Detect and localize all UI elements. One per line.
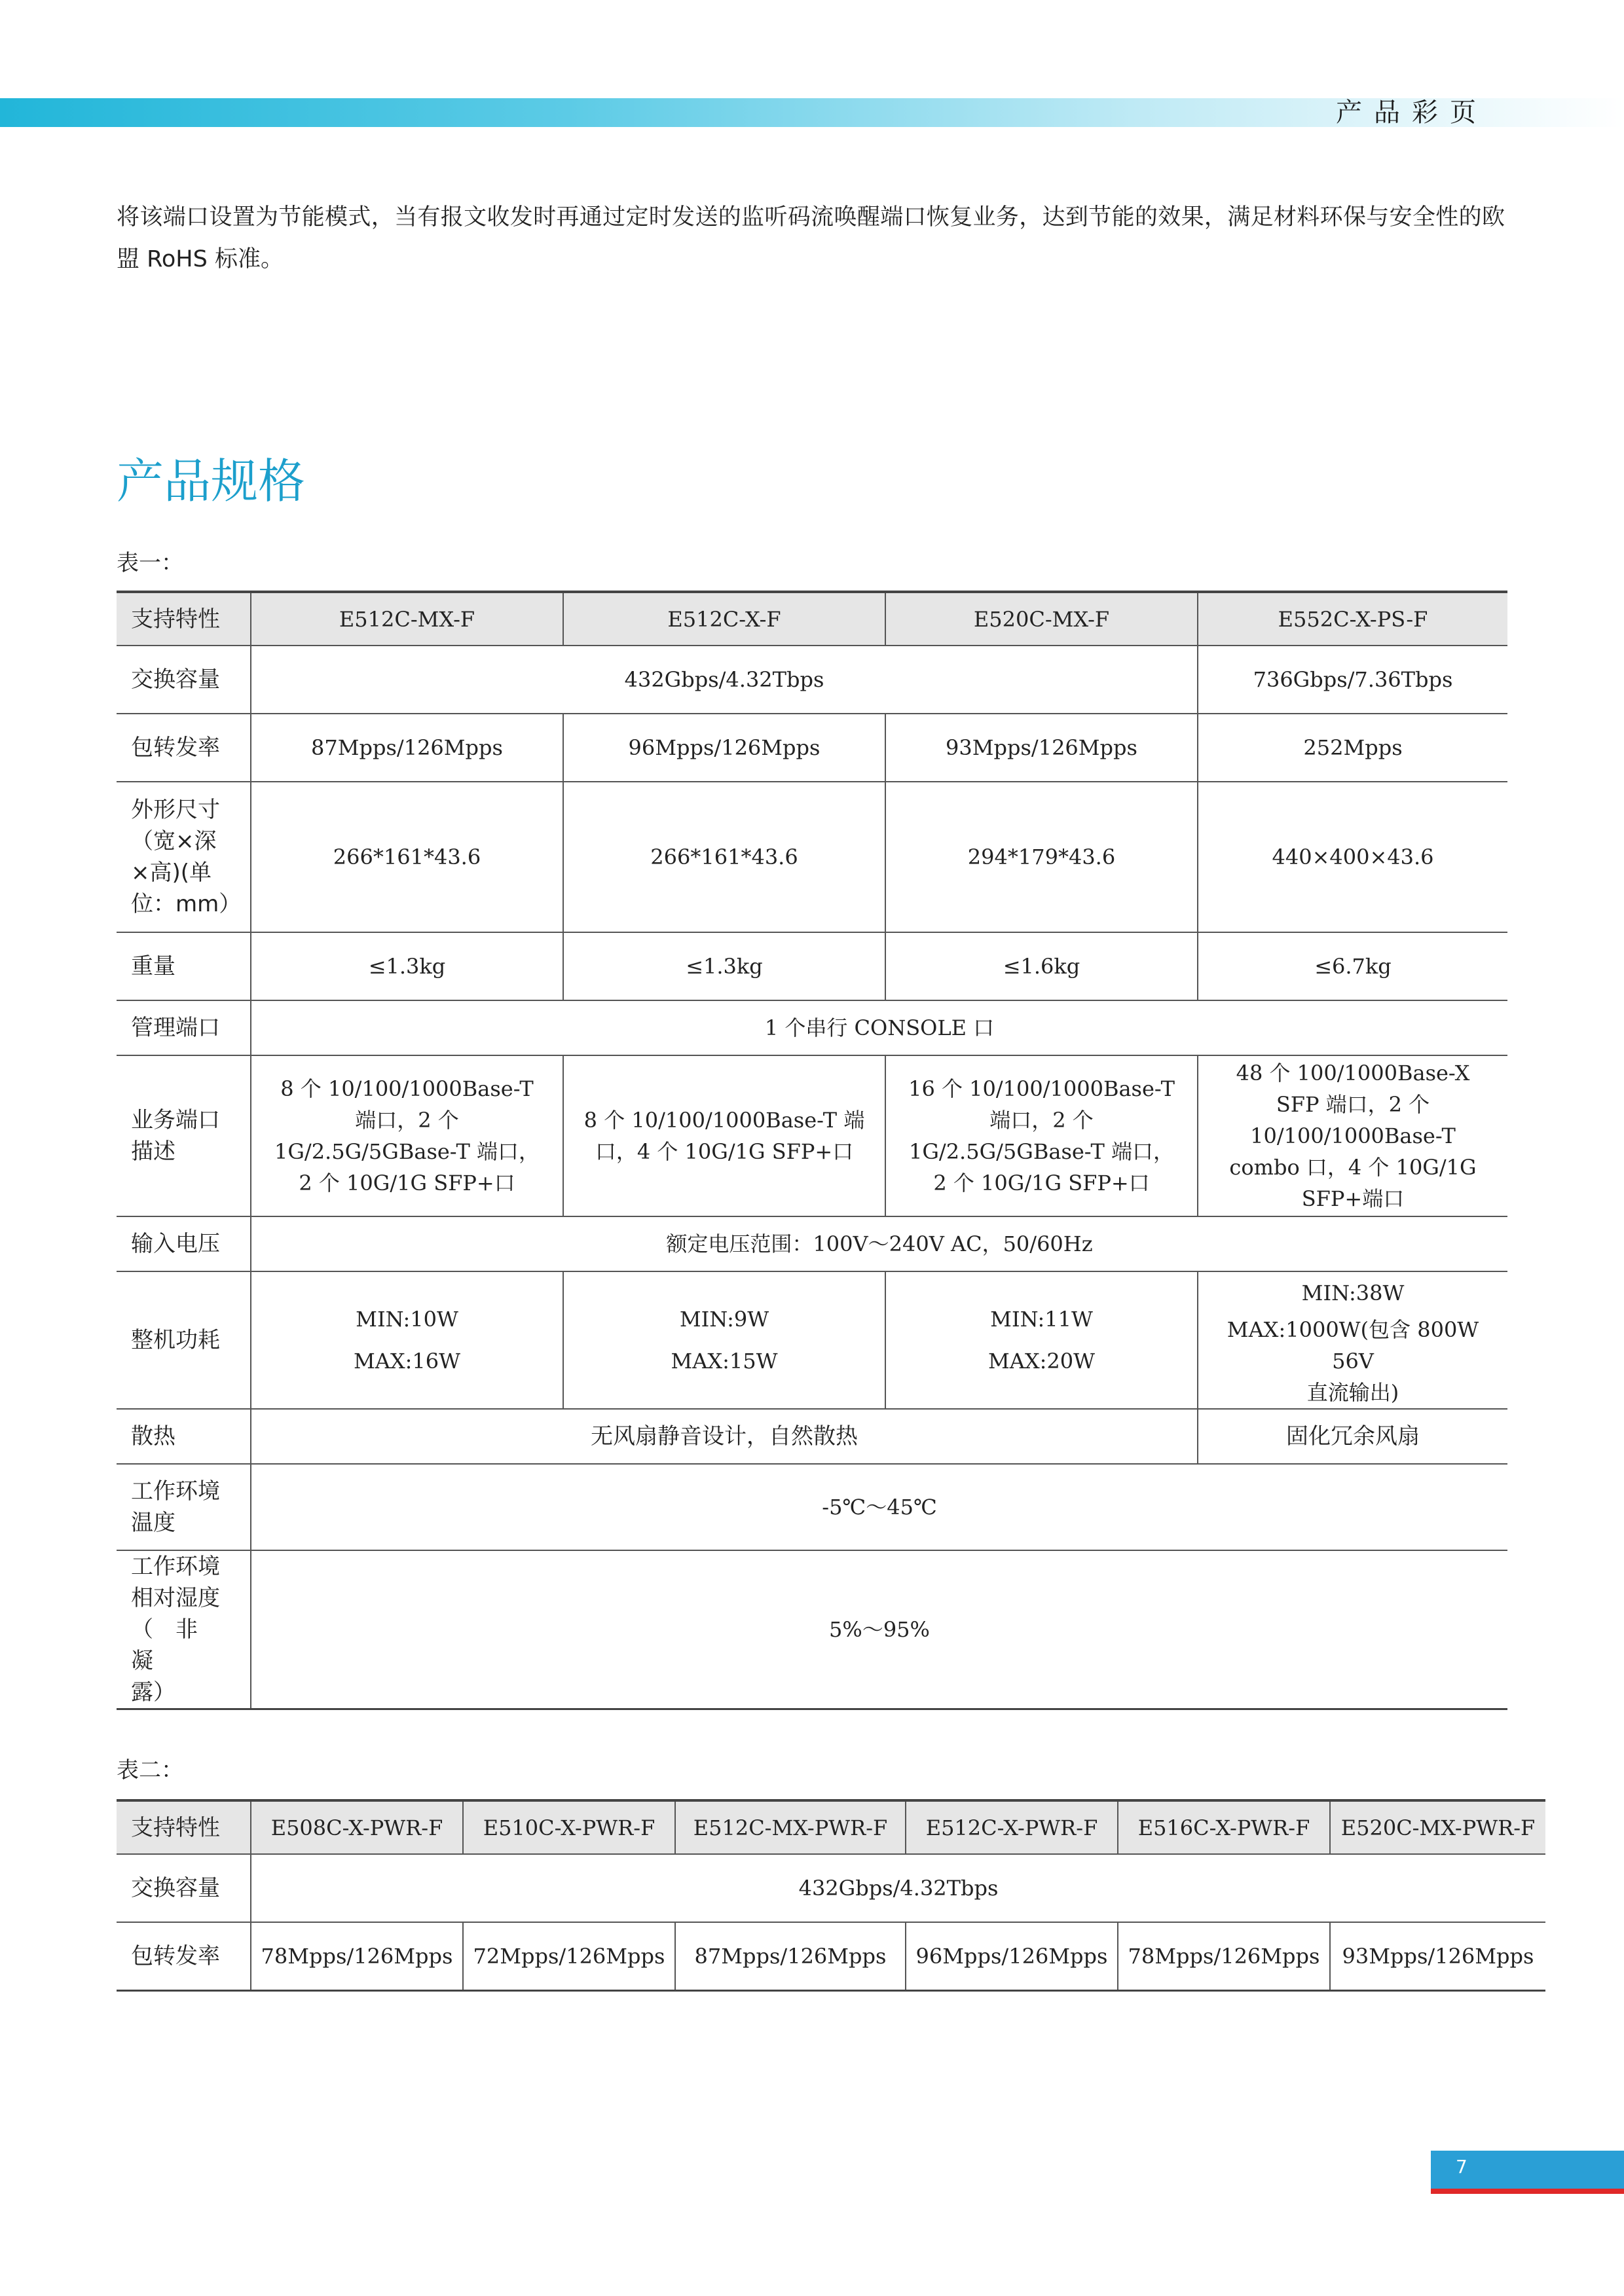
- row-label: 散热: [117, 1409, 251, 1464]
- table-row-header: [117, 1800, 1545, 1854]
- table-cell: [1198, 1271, 1507, 1409]
- table-cell: 252Mpps: [1198, 714, 1507, 782]
- power-min: MIN:9W: [679, 1307, 769, 1332]
- table-row-cooling: [117, 1409, 1507, 1464]
- header-cell-feature: 支持特性: [117, 592, 251, 646]
- table-cell: 78Mpps/126Mpps: [1118, 1922, 1330, 1990]
- intro-paragraph: 将该端口设置为节能模式，当有报文收发时再通过定时发送的监听码流唤醒端口恢复业务，达到节能的效果，满足材料环保与安全性的欧盟 RoHS 标准。: [117, 204, 1505, 272]
- header-cell-model: E516C-X-PWR-F: [1118, 1800, 1330, 1854]
- table-cell: 8 个 10/100/1000Base-T 端 口，4 个 10G/1G SFP+口: [563, 1055, 885, 1216]
- power-min: MIN:38W: [1301, 1281, 1405, 1305]
- row-label: 管理端口: [117, 1000, 251, 1055]
- table-row-capacity: [117, 1854, 1545, 1922]
- power-max: MAX:1000W(包含 800W 56V 直流输出): [1227, 1317, 1479, 1405]
- row-label: 业务端口 描述: [117, 1055, 251, 1216]
- header-cell-model: E520C-MX-PWR-F: [1330, 1800, 1545, 1854]
- table-cell: [563, 1271, 885, 1409]
- table-cell: 266*161*43.6: [563, 782, 885, 932]
- table-cell: 93Mpps/126Mpps: [1330, 1922, 1545, 1990]
- table-cell: 96Mpps/126Mpps: [906, 1922, 1118, 1990]
- page-number-stripe: [1431, 2189, 1624, 2194]
- table-row-header: [117, 592, 1507, 646]
- page-number: 7: [1456, 2156, 1467, 2178]
- table-cell: 72Mpps/126Mpps: [463, 1922, 675, 1990]
- table-cell: 96Mpps/126Mpps: [563, 714, 885, 782]
- spec-table-1: [117, 591, 1507, 1710]
- header-cell-model: E512C-MX-PWR-F: [675, 1800, 906, 1854]
- row-label: 包转发率: [117, 714, 251, 782]
- table-cell: [251, 1271, 563, 1409]
- row-label: 整机功耗: [117, 1271, 251, 1409]
- power-max: MAX:15W: [671, 1349, 778, 1374]
- table-cell: 93Mpps/126Mpps: [885, 714, 1198, 782]
- table-cell: 无风扇静音设计，自然散热: [251, 1409, 1198, 1464]
- table-row-weight: [117, 932, 1507, 1000]
- power-max: MAX:16W: [353, 1349, 461, 1374]
- table-cell: 1 个串行 CONSOLE 口: [251, 1000, 1507, 1055]
- table-cell: 8 个 10/100/1000Base-T 端口，2 个 1G/2.5G/5GBase-T 端口， 2 个 10G/1G SFP+口: [251, 1055, 563, 1216]
- header-cell-model: E508C-X-PWR-F: [251, 1800, 463, 1854]
- table-cell: 48 个 100/1000Base-X SFP 端口，2 个 10/100/1000Base-T combo 口，4 个 10G/1G SFP+端口: [1198, 1055, 1507, 1216]
- row-label: 重量: [117, 932, 251, 1000]
- section-title: 产品规格: [117, 454, 306, 509]
- table-row-mgmt: [117, 1000, 1507, 1055]
- table-row-dimensions: [117, 782, 1507, 932]
- spec-table-2: [117, 1799, 1545, 1992]
- table-row-humidity: [117, 1550, 1507, 1709]
- header-cell-model: E512C-X-F: [563, 592, 885, 646]
- table-cell: 额定电压范围：100V～240V AC，50/60Hz: [251, 1216, 1507, 1271]
- page-number-badge: [1431, 2151, 1624, 2189]
- table-cell: 固化冗余风扇: [1198, 1409, 1507, 1464]
- table-cell: -5℃～45℃: [251, 1464, 1507, 1550]
- table-row-power: [117, 1271, 1507, 1409]
- table-cell: 5%～95%: [251, 1550, 1507, 1709]
- row-label: 工作环境 相对湿度 （ 非 凝 露）: [117, 1550, 251, 1709]
- row-label: 输入电压: [117, 1216, 251, 1271]
- table-cell: 294*179*43.6: [885, 782, 1198, 932]
- table-row-forwarding: [117, 1922, 1545, 1990]
- table-cell: 87Mpps/126Mpps: [251, 714, 563, 782]
- header-cell-model: E552C-X-PS-F: [1198, 592, 1507, 646]
- header-cell-model: E520C-MX-F: [885, 592, 1198, 646]
- table-cell: [885, 1271, 1198, 1409]
- table-cell: 16 个 10/100/1000Base-T 端口，2 个 1G/2.5G/5GBase-T 端口， 2 个 10G/1G SFP+口: [885, 1055, 1198, 1216]
- table-row-ports: [117, 1055, 1507, 1216]
- header-cell-model: E512C-X-PWR-F: [906, 1800, 1118, 1854]
- row-label: 工作环境 温度: [117, 1464, 251, 1550]
- table-cell: 432Gbps/4.32Tbps: [251, 646, 1198, 714]
- table-row-forwarding: [117, 714, 1507, 782]
- table-cell: ≤1.3kg: [251, 932, 563, 1000]
- power-max: MAX:20W: [987, 1349, 1096, 1374]
- table2-caption: 表二：: [117, 1757, 183, 1783]
- table-cell: 87Mpps/126Mpps: [675, 1922, 906, 1990]
- table-row-temp: [117, 1464, 1507, 1550]
- table-cell: 736Gbps/7.36Tbps: [1198, 646, 1507, 714]
- header-title: 产品彩页: [1336, 98, 1488, 128]
- table-cell: ≤1.6kg: [885, 932, 1198, 1000]
- table-cell: 266*161*43.6: [251, 782, 563, 932]
- header-cell-feature: 支持特性: [117, 1800, 251, 1854]
- row-label: 包转发率: [117, 1922, 251, 1990]
- table-cell: 432Gbps/4.32Tbps: [251, 1854, 1545, 1922]
- table1-caption: 表一：: [117, 550, 183, 576]
- table-cell: ≤6.7kg: [1198, 932, 1507, 1000]
- table-cell: ≤1.3kg: [563, 932, 885, 1000]
- header-cell-model: E512C-MX-F: [251, 592, 563, 646]
- table-cell: 78Mpps/126Mpps: [251, 1922, 463, 1990]
- row-label: 交换容量: [117, 1854, 251, 1922]
- row-label: 外形尺寸 （宽×深 ×高)(单 位：mm）: [117, 782, 251, 932]
- row-label: 交换容量: [117, 646, 251, 714]
- table-row-voltage: [117, 1216, 1507, 1271]
- table-row-capacity: [117, 646, 1507, 714]
- header-cell-model: E510C-X-PWR-F: [463, 1800, 675, 1854]
- table-cell: 440×400×43.6: [1198, 782, 1507, 932]
- power-min: MIN:10W: [356, 1307, 458, 1332]
- power-min: MIN:11W: [990, 1307, 1093, 1332]
